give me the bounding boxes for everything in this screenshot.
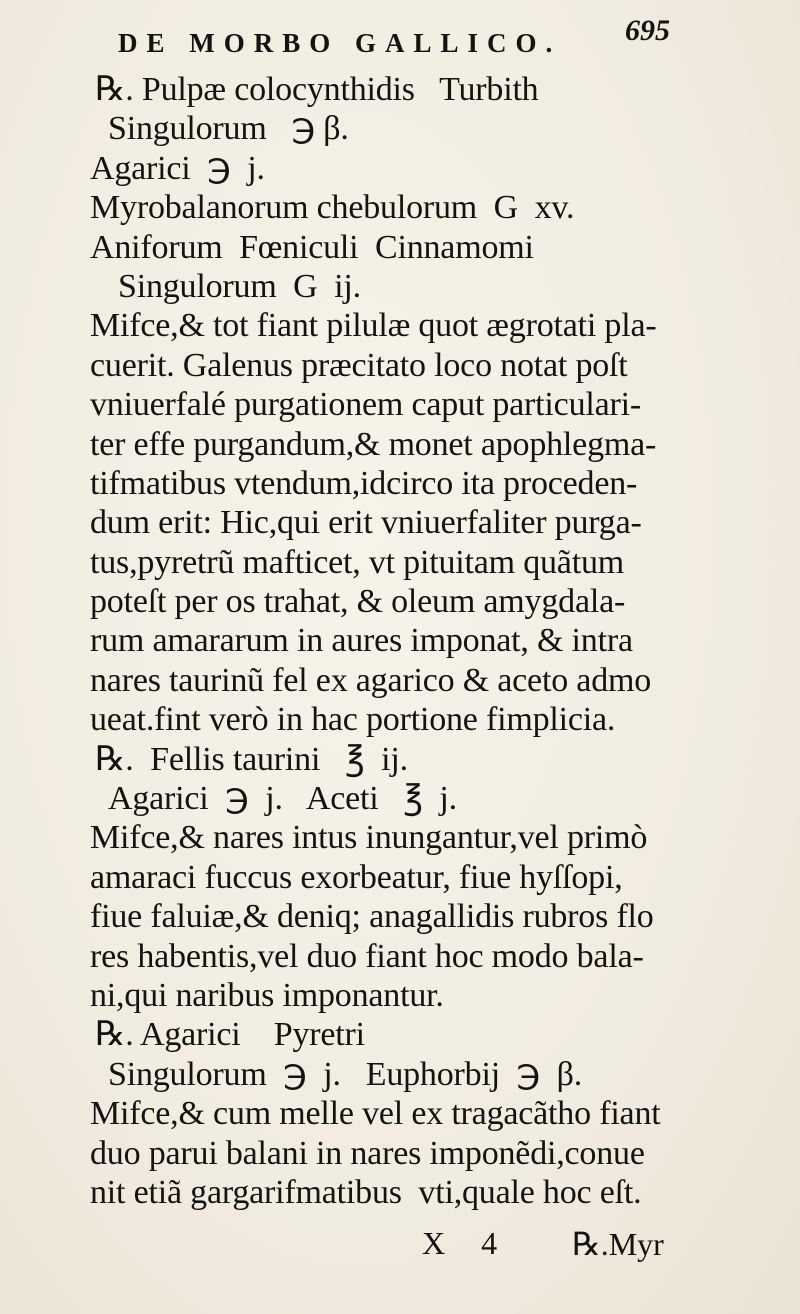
- text-line: Agarici ℈ j. Aceti ℥ j.: [108, 780, 457, 818]
- text-line: tus,pyretrũ mafticet, vt pituitam quãtum: [90, 543, 624, 581]
- text-line: nit etiã gargarifmatibus vti,quale hoc eſt.: [90, 1173, 642, 1211]
- page-footer: [110, 1225, 710, 1265]
- catchword: ℞.Myr: [572, 1226, 664, 1262]
- text-line: ni,qui naribus imponantur.: [90, 976, 444, 1014]
- text-line: Mifce,& tot fiant pilulæ quot ægrotati pla-: [90, 307, 657, 345]
- text-line: ℞. Agarici Pyretri: [95, 1016, 365, 1054]
- text-line: Agarici ℈ j.: [90, 149, 265, 187]
- text-line: ℞. Pulpæ colocynthidis Turbith: [95, 71, 539, 108]
- text-line: dum erit: Hic,qui erit vniuerfaliter purga-: [90, 504, 642, 542]
- text-line: ℞. Fellis taurini ℥ ij.: [95, 740, 408, 778]
- text-line: tifmatibus vtendum,idcirco ita proceden-: [90, 464, 638, 502]
- text-line: Mifce,& nares intus inungantur,vel primò: [90, 819, 648, 857]
- text-line: ueat.fint verò in hac portione fimplicia.: [90, 701, 616, 739]
- text-line: Singulorum ℈ j. Euphorbij ℈ β.: [108, 1055, 583, 1093]
- text-line: Mifce,& cum melle vel ex tragacãtho fiant: [90, 1095, 661, 1133]
- text-line: nares taurinũ fel ex agarico & aceto admo: [90, 661, 652, 699]
- text-line: poteſt per os trahat, & oleum amygdala-: [90, 583, 626, 621]
- text-line: ter effe purgandum,& monet apophlegma-: [90, 425, 657, 463]
- running-head: DE MORBO GALLICO.: [118, 28, 562, 58]
- text-line: cuerit. Galenus præcitato loco notat poſt: [90, 346, 628, 384]
- text-line: Aniforum Fœniculi Cinnamomi: [90, 228, 534, 266]
- text-line: amaraci fuccus exorbeatur, fiue hyſſopi,: [90, 858, 623, 896]
- text-line: duo parui balani in nares imponẽdi,conue: [90, 1134, 645, 1172]
- text-line: vniuerfalé purgationem caput particulari-: [90, 386, 641, 424]
- text-line: rum amararum in aures imponat, & intra: [90, 622, 633, 660]
- page-number: 695: [625, 14, 670, 47]
- text-line: res habentis,vel duo fiant hoc modo bala-: [90, 937, 644, 975]
- text-line: Singulorum ℈ β.: [108, 110, 349, 148]
- text-line: Singulorum G ij.: [118, 267, 361, 305]
- signature-mark: X 4: [422, 1225, 512, 1261]
- text-line: Myrobalanorum chebulorum G xv.: [90, 189, 575, 227]
- text-line: fiue faluiæ,& deniq; anagallidis rubros flo: [90, 898, 654, 936]
- body-text: [90, 70, 730, 1212]
